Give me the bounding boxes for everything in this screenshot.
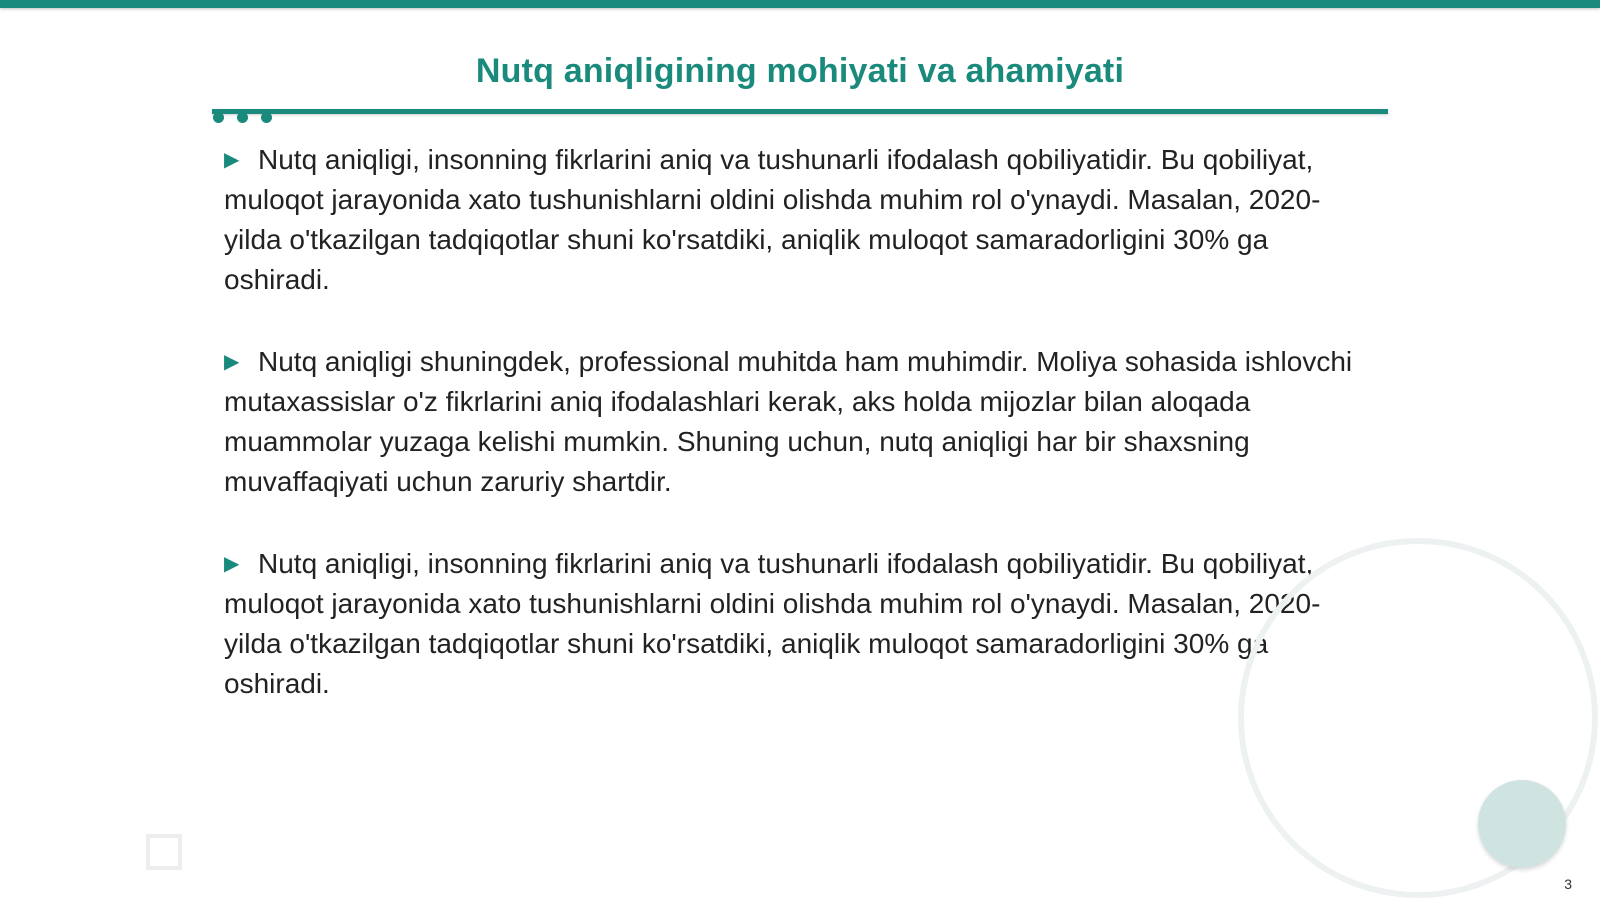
bullet-text: Nutq aniqligi, insonning fikrlarini aniq va tushunarli ifodalash qobiliyatidir. Bu qobiliyat, muloqot jarayonida xato tushunishlarni oldini olishda muhim rol o'ynaydi. Masalan, 2020-yilda o'tkazilgan tadqiqotlar shuni ko'rsatdiki, aniqlik muloqot samaradorligini 30% ga oshiradi. <box>224 548 1321 699</box>
triangle-right-icon: ▶ <box>224 351 240 373</box>
bullet-list <box>224 140 1374 746</box>
triangle-right-icon: ▶ <box>224 553 240 575</box>
top-accent-bar <box>0 0 1600 8</box>
bullet-text: Nutq aniqligi shuningdek, professional muhitda ham muhimdir. Moliya sohasida ishlovchi mutaxassislar o'z fikrlarini aniq ifodalashlari kerak, aks holda mijozlar bilan aloqada muammolar yuzaga kelishi mumkin. Shuning uchun, nutq aniqligi har bir shaxsning muvaffaqiyati uchun zaruriy shartdir. <box>224 346 1353 497</box>
decorative-circle <box>1478 780 1566 868</box>
bullet-text: Nutq aniqligi, insonning fikrlarini aniq va tushunarli ifodalash qobiliyatidir. Bu qobiliyat, muloqot jarayonida xato tushunishlarni oldini olishda muhim rol o'ynaydi. Masalan, 2020-yilda o'tkazilgan tadqiqotlar shuni ko'rsatdiki, aniqlik muloqot samaradorligini 30% ga oshiradi. <box>224 144 1321 295</box>
page-number: 3 <box>1564 876 1572 892</box>
slide-title: Nutq aniqligining mohiyati va ahamiyati <box>475 52 1125 90</box>
dot-icon <box>213 112 224 123</box>
dot-icon <box>237 112 248 123</box>
dot-icon <box>261 112 272 123</box>
bullet-item <box>224 140 1374 300</box>
decorative-square <box>146 834 182 870</box>
bullet-item <box>224 544 1374 704</box>
title-underline <box>212 109 1388 114</box>
bullet-item <box>224 342 1374 502</box>
triangle-right-icon: ▶ <box>224 149 240 171</box>
